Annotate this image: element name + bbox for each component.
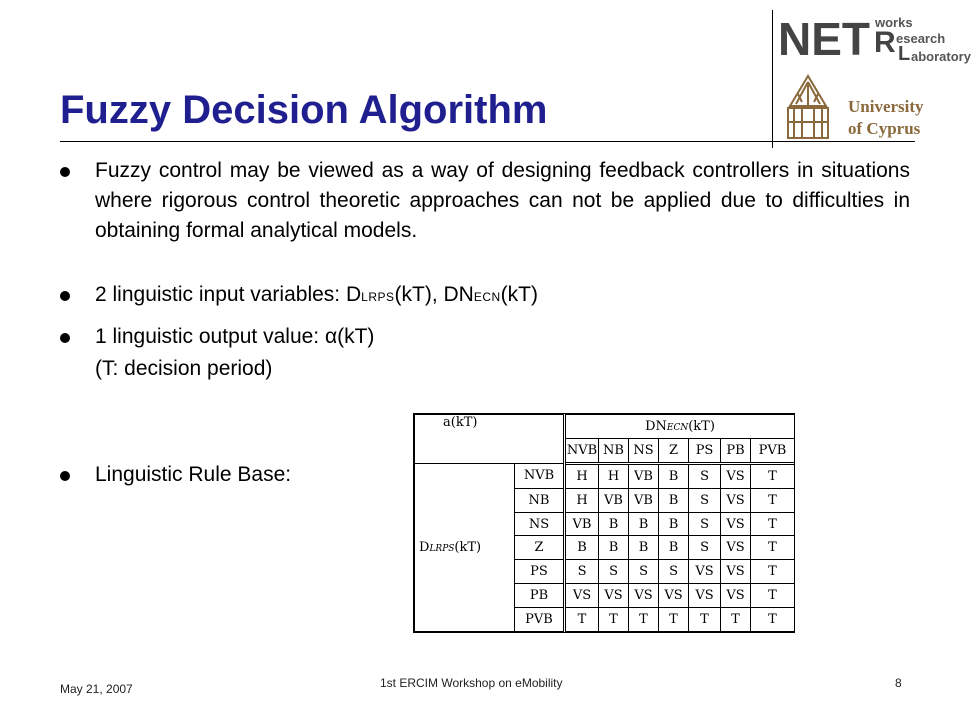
row-header: PS — [515, 560, 565, 584]
column-header: NVB — [565, 438, 599, 463]
column-header: PVB — [751, 438, 795, 463]
bullet-item — [60, 156, 910, 280]
netrl-logo — [778, 12, 971, 68]
table-cell: B — [629, 512, 659, 536]
bullet-dot-icon — [60, 167, 70, 177]
table-cell: T — [565, 608, 599, 632]
table-cell: H — [599, 463, 629, 488]
table-cell: T — [751, 584, 795, 608]
table-cell: T — [751, 463, 795, 488]
row-header: Z — [515, 536, 565, 560]
table-cell: VS — [721, 584, 751, 608]
rule-base-table — [413, 413, 795, 633]
bullet-text: Fuzzy control may be viewed as a way of designing feedback controllers in situations where rigorous control theoretic approaches can not be applied due to difficulties in obtaining formal analytical models. — [95, 159, 910, 242]
column-header: NB — [599, 438, 629, 463]
table-cell: B — [599, 512, 629, 536]
table-cell: VS — [721, 463, 751, 488]
table-cell: S — [689, 536, 721, 560]
netrl-logo-laboratory: aboratory — [911, 49, 971, 64]
bullet-item — [60, 322, 910, 354]
table-cell: B — [599, 536, 629, 560]
table-cell: B — [659, 488, 689, 512]
table-cell: S — [689, 488, 721, 512]
table-cell: VS — [721, 512, 751, 536]
table-cell: S — [599, 560, 629, 584]
netrl-logo-research: esearch — [896, 31, 946, 46]
table-cell: T — [751, 488, 795, 512]
table-cell: T — [689, 608, 721, 632]
row-header: NS — [515, 512, 565, 536]
table-cell: T — [659, 608, 689, 632]
table-cell: VB — [629, 488, 659, 512]
ucy-logo-text — [848, 96, 924, 140]
bullet-item — [60, 280, 910, 322]
table-cell: VB — [565, 512, 599, 536]
bullet-dot-icon — [60, 471, 70, 481]
column-header: Z — [659, 438, 689, 463]
table-cell: VS — [721, 488, 751, 512]
logo-divider — [772, 10, 773, 148]
table-cell: T — [629, 608, 659, 632]
table-cell: B — [659, 512, 689, 536]
table-cell: S — [689, 463, 721, 488]
table-cell: T — [751, 536, 795, 560]
netrl-logo-l: L — [898, 43, 911, 65]
column-header: PB — [721, 438, 751, 463]
bullet-text: 1 linguistic output value: α(kT) — [95, 325, 375, 348]
table-cell: VS — [659, 584, 689, 608]
netrl-logo-net: NET — [778, 13, 870, 65]
table-cell: B — [629, 536, 659, 560]
bullet-dot-icon — [60, 291, 70, 301]
table-cell: T — [751, 512, 795, 536]
table-cell: VS — [565, 584, 599, 608]
table-cell: S — [689, 512, 721, 536]
ucy-seal-icon — [780, 72, 836, 142]
table-cell: VS — [599, 584, 629, 608]
table-cell: VS — [689, 560, 721, 584]
table-column-group-header: DNECN(kT) — [565, 415, 795, 439]
table-row — [415, 463, 795, 488]
table-cell: T — [751, 608, 795, 632]
page-number: 8 — [895, 676, 902, 690]
column-header: NS — [629, 438, 659, 463]
footer-date: May 21, 2007 — [60, 682, 133, 696]
column-header: PS — [689, 438, 721, 463]
table-cell: VB — [629, 463, 659, 488]
row-header: PB — [515, 584, 565, 608]
footer-event: 1st ERCIM Workshop on eMobility — [380, 676, 563, 690]
table-cell: T — [751, 560, 795, 584]
table-cell: B — [659, 463, 689, 488]
table-cell: S — [629, 560, 659, 584]
bullet-text: Linguistic Rule Base: — [95, 463, 292, 486]
table-cell: VS — [721, 536, 751, 560]
table-cell: B — [659, 536, 689, 560]
page-title: Fuzzy Decision Algorithm — [60, 88, 548, 132]
netrl-logo-works: works — [875, 15, 913, 30]
row-header: PVB — [515, 608, 565, 632]
ucy-line-2: of Cyprus — [848, 119, 921, 138]
table-cell: VS — [689, 584, 721, 608]
row-header: NB — [515, 488, 565, 512]
decision-period-note: (T: decision period) — [95, 357, 273, 380]
bullet-text: 2 linguistic input variables: DLRPS(kT), DNECN(kT) — [95, 283, 538, 306]
row-header: NVB — [515, 463, 565, 488]
table-cell: H — [565, 488, 599, 512]
table-corner-label: a(kT) — [415, 415, 565, 464]
bullet-dot-icon — [60, 333, 70, 343]
table-cell: S — [659, 560, 689, 584]
table-cell: VS — [721, 560, 751, 584]
table-cell: S — [565, 560, 599, 584]
netrl-logo-r: R — [874, 26, 896, 59]
table-cell: B — [565, 536, 599, 560]
table-cell: T — [599, 608, 629, 632]
ucy-line-1: University — [848, 97, 924, 116]
row-group-header: DLRPS(kT) — [415, 463, 515, 631]
table-cell: H — [565, 463, 599, 488]
table-cell: T — [721, 608, 751, 632]
table-cell: VS — [629, 584, 659, 608]
table-cell: VB — [599, 488, 629, 512]
